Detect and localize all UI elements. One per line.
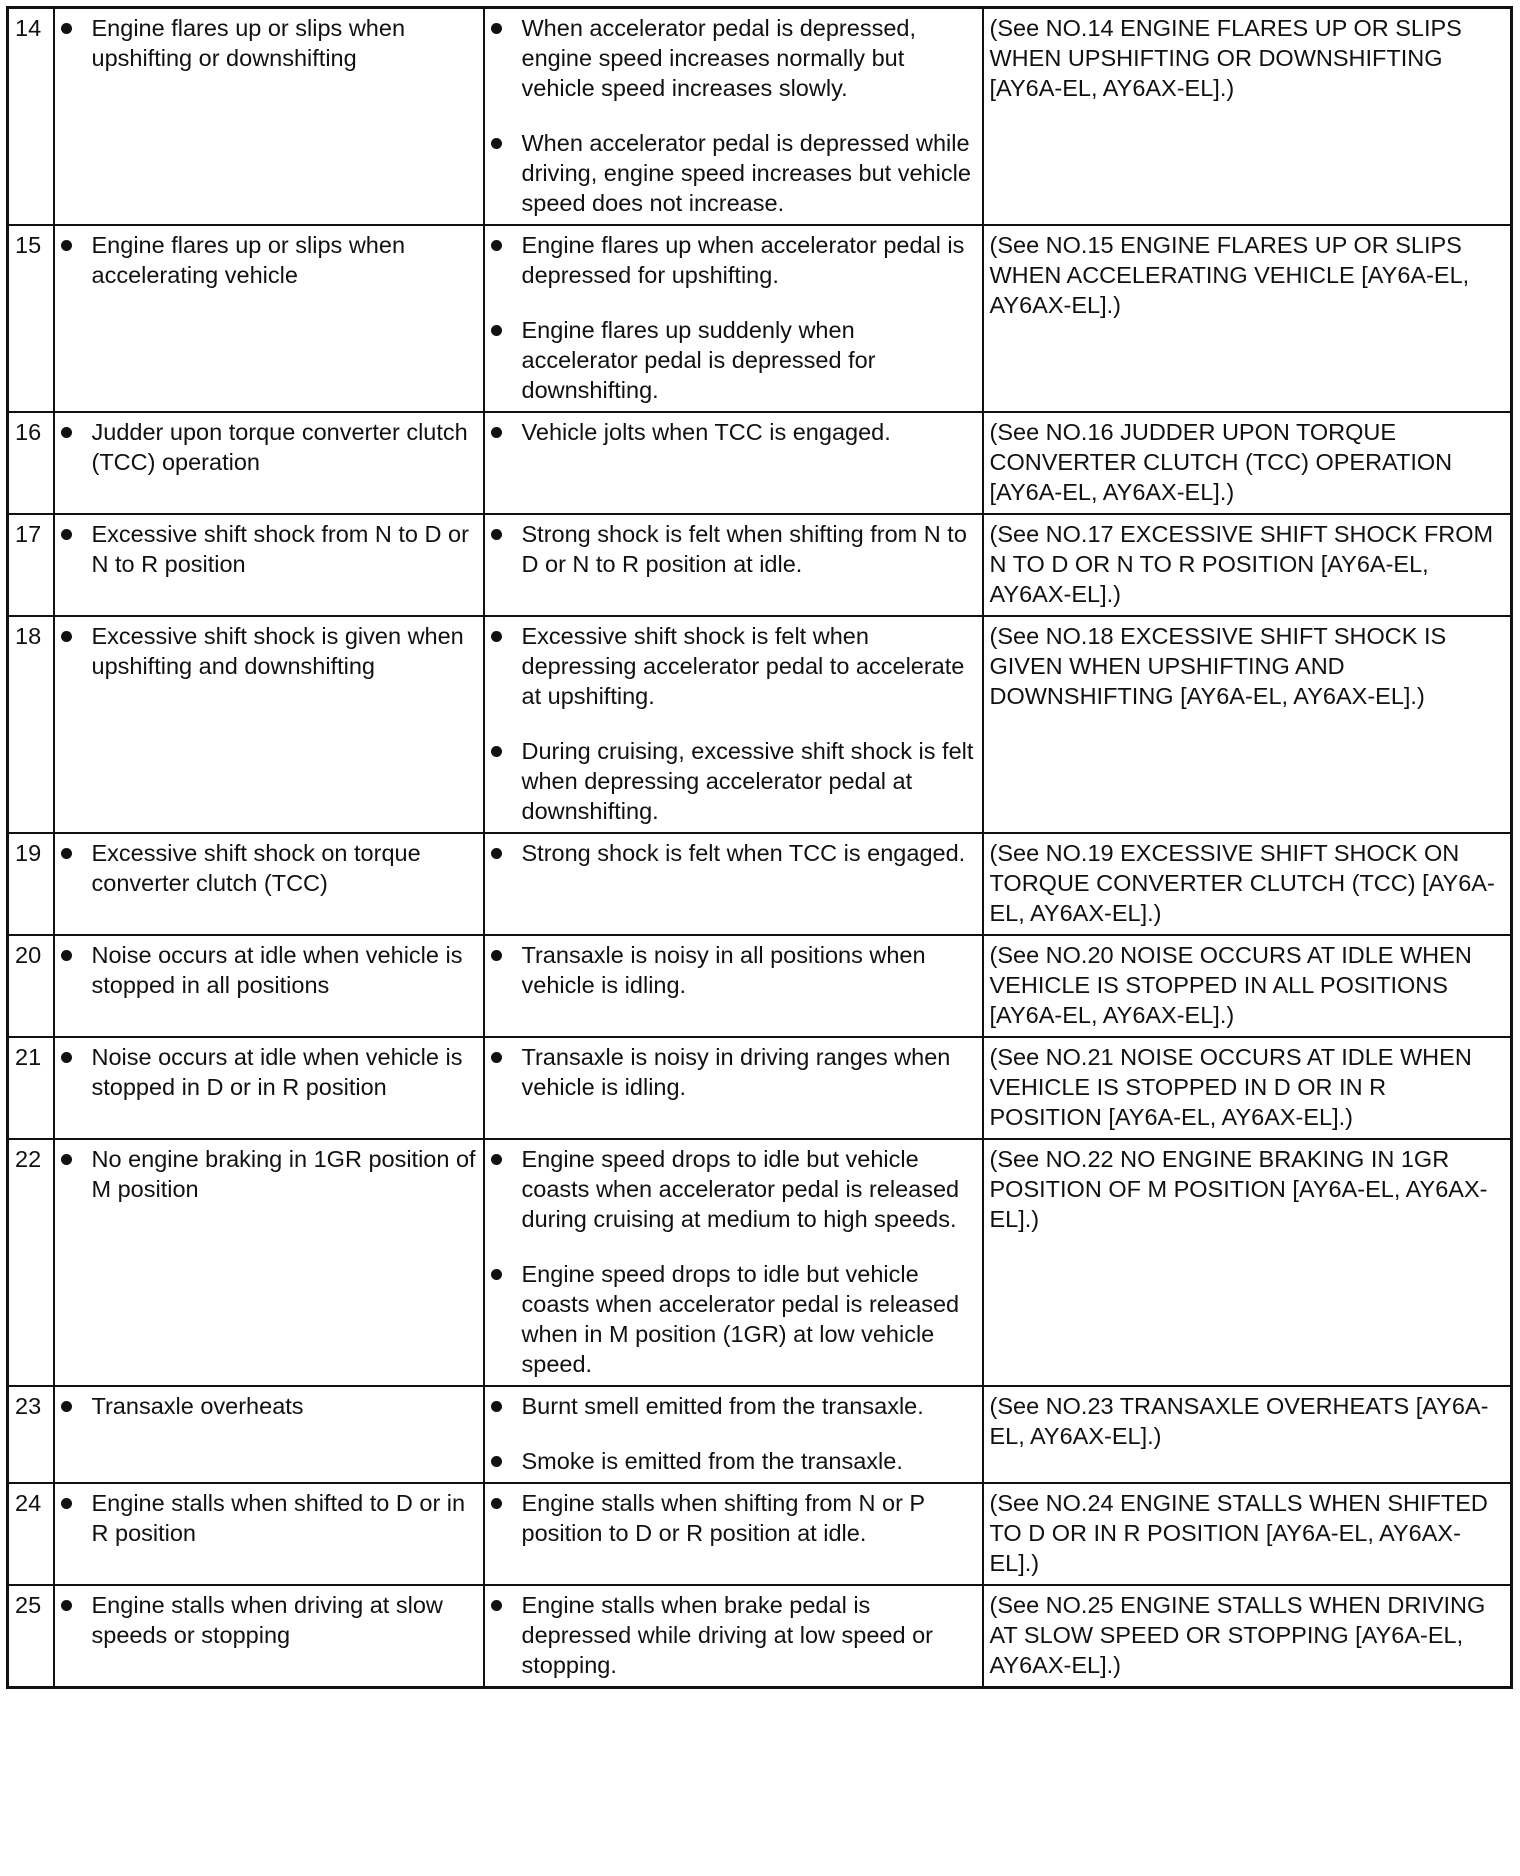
condition-text: When accelerator pedal is depressed, engine speed increases normally but vehicle speed increases slowly.: [521, 15, 916, 101]
condition-bullet: [491, 940, 976, 1000]
symptom-cell: [54, 616, 484, 833]
table-row: [8, 412, 1512, 514]
symptom-cell: [54, 833, 484, 935]
condition-bullet: [491, 1144, 976, 1234]
symptom-bullet: [61, 13, 477, 73]
reference-cell: [983, 412, 1512, 514]
row-number: 17: [15, 521, 42, 547]
condition-bullet: [491, 1446, 976, 1476]
condition-cell: [484, 8, 983, 226]
symptom-bullet: [61, 940, 477, 1000]
condition-text: Transaxle is noisy in driving ranges when vehicle is idling.: [521, 1044, 951, 1100]
symptom-text: Excessive shift shock from N to D or N to R position: [91, 521, 469, 577]
reference-link[interactable]: (See NO.21 NOISE OCCURS AT IDLE WHEN VEHICLE IS STOPPED IN D OR IN R POSITION [AY6A-EL, AY6AX-EL].): [989, 1044, 1472, 1130]
reference-link[interactable]: (See NO.19 EXCESSIVE SHIFT SHOCK ON TORQUE CONVERTER CLUTCH (TCC) [AY6A-EL, AY6AX-EL].): [989, 840, 1495, 926]
condition-bullet: [491, 1391, 976, 1421]
symptom-cell: [54, 514, 484, 616]
condition-bullet: [491, 230, 976, 290]
symptom-bullet: [61, 1488, 477, 1548]
table-row: [8, 514, 1512, 616]
row-number: 19: [15, 840, 42, 866]
reference-cell: [983, 8, 1512, 226]
row-number: 15: [15, 232, 42, 258]
symptom-bullet: [61, 621, 477, 681]
row-number-cell: [8, 1386, 54, 1483]
row-number-cell: [8, 833, 54, 935]
condition-text: Engine stalls when shifting from N or P position to D or R position at idle.: [521, 1490, 925, 1546]
condition-text: Engine speed drops to idle but vehicle coasts when accelerator pedal is released when in M position (1GR) at low vehicle speed.: [521, 1261, 960, 1377]
reference-link[interactable]: (See NO.20 NOISE OCCURS AT IDLE WHEN VEHICLE IS STOPPED IN ALL POSITIONS [AY6A-EL, AY6AX-EL].): [989, 942, 1472, 1028]
symptom-text: Noise occurs at idle when vehicle is stopped in D or in R position: [91, 1044, 463, 1100]
symptom-cell: [54, 1386, 484, 1483]
condition-cell: [484, 1037, 983, 1139]
condition-text: Vehicle jolts when TCC is engaged.: [521, 419, 891, 445]
condition-text: Smoke is emitted from the transaxle.: [521, 1448, 903, 1474]
symptom-bullet: [61, 838, 477, 898]
row-number: 24: [15, 1490, 42, 1516]
symptom-cell: [54, 1139, 484, 1386]
row-number: 16: [15, 419, 42, 445]
table-row: [8, 1483, 1512, 1585]
row-number-cell: [8, 1585, 54, 1688]
table-row: [8, 1585, 1512, 1688]
condition-text: When accelerator pedal is depressed while driving, engine speed increases but vehicle speed does not increase.: [521, 130, 971, 216]
table-row: [8, 1139, 1512, 1386]
symptom-bullet: [61, 519, 477, 579]
condition-text: Engine flares up when accelerator pedal is depressed for upshifting.: [521, 232, 965, 288]
row-number-cell: [8, 225, 54, 412]
condition-text: Engine stalls when brake pedal is depressed while driving at low speed or stopping.: [521, 1592, 933, 1678]
table-row: [8, 935, 1512, 1037]
condition-cell: [484, 412, 983, 514]
table-row: [8, 616, 1512, 833]
symptom-text: Engine flares up or slips when accelerating vehicle: [91, 232, 406, 288]
reference-link[interactable]: (See NO.16 JUDDER UPON TORQUE CONVERTER CLUTCH (TCC) OPERATION [AY6A-EL, AY6AX-EL].): [989, 419, 1453, 505]
condition-bullet: [491, 1042, 976, 1102]
symptom-text: Engine flares up or slips when upshifting or downshifting: [91, 15, 406, 71]
condition-cell: [484, 616, 983, 833]
reference-link[interactable]: (See NO.15 ENGINE FLARES UP OR SLIPS WHEN ACCELERATING VEHICLE [AY6A-EL, AY6AX-EL].): [989, 232, 1470, 318]
condition-text: During cruising, excessive shift shock is felt when depressing accelerator pedal at downshifting.: [521, 738, 974, 824]
table-row: [8, 1037, 1512, 1139]
condition-cell: [484, 1139, 983, 1386]
condition-bullet: [491, 519, 976, 579]
symptom-bullet: [61, 417, 477, 477]
row-number: 14: [15, 15, 42, 41]
symptom-text: Excessive shift shock is given when upshifting and downshifting: [91, 623, 464, 679]
reference-link[interactable]: (See NO.22 NO ENGINE BRAKING IN 1GR POSITION OF M POSITION [AY6A-EL, AY6AX-EL].): [989, 1146, 1488, 1232]
condition-bullet: [491, 1488, 976, 1548]
reference-link[interactable]: (See NO.23 TRANSAXLE OVERHEATS [AY6A-EL, AY6AX-EL].): [989, 1393, 1489, 1449]
condition-text: Transaxle is noisy in all positions when vehicle is idling.: [521, 942, 926, 998]
row-number: 22: [15, 1146, 42, 1172]
table-row: [8, 1386, 1512, 1483]
row-number-cell: [8, 514, 54, 616]
condition-cell: [484, 935, 983, 1037]
reference-cell: [983, 935, 1512, 1037]
reference-link[interactable]: (See NO.24 ENGINE STALLS WHEN SHIFTED TO D OR IN R POSITION [AY6A-EL, AY6AX-EL].): [989, 1490, 1488, 1576]
symptom-bullet: [61, 230, 477, 290]
reference-cell: [983, 1483, 1512, 1585]
row-number-cell: [8, 1483, 54, 1585]
reference-cell: [983, 1386, 1512, 1483]
symptom-text: Judder upon torque converter clutch (TCC) operation: [91, 419, 468, 475]
row-number-cell: [8, 412, 54, 514]
symptom-cell: [54, 935, 484, 1037]
reference-cell: [983, 616, 1512, 833]
reference-cell: [983, 1037, 1512, 1139]
condition-cell: [484, 514, 983, 616]
symptom-bullet: [61, 1590, 477, 1650]
symptom-bullet: [61, 1144, 477, 1204]
row-number-cell: [8, 616, 54, 833]
table-body: [8, 8, 1512, 1688]
symptom-text: Noise occurs at idle when vehicle is stopped in all positions: [91, 942, 463, 998]
reference-cell: [983, 833, 1512, 935]
row-number: 21: [15, 1044, 42, 1070]
symptom-text: Transaxle overheats: [91, 1393, 304, 1419]
row-number-cell: [8, 935, 54, 1037]
symptom-cell: [54, 8, 484, 226]
condition-text: Burnt smell emitted from the transaxle.: [521, 1393, 924, 1419]
condition-bullet: [491, 13, 976, 103]
symptom-cell: [54, 1585, 484, 1688]
symptom-text: No engine braking in 1GR position of M position: [91, 1146, 476, 1202]
symptom-cell: [54, 1037, 484, 1139]
reference-cell: [983, 225, 1512, 412]
symptom-cell: [54, 1483, 484, 1585]
troubleshooting-sheet: [6, 6, 1510, 1689]
condition-cell: [484, 1585, 983, 1688]
reference-link[interactable]: (See NO.17 EXCESSIVE SHIFT SHOCK FROM N TO D OR N TO R POSITION [AY6A-EL, AY6AX-EL].): [989, 521, 1494, 607]
reference-cell: [983, 1139, 1512, 1386]
row-number: 23: [15, 1393, 42, 1419]
condition-bullet: [491, 315, 976, 405]
condition-bullet: [491, 1590, 976, 1680]
symptom-cell: [54, 225, 484, 412]
troubleshooting-table: [6, 6, 1513, 1689]
symptom-cell: [54, 412, 484, 514]
reference-link[interactable]: (See NO.25 ENGINE STALLS WHEN DRIVING AT SLOW SPEED OR STOPPING [AY6A-EL, AY6AX-EL].): [989, 1592, 1486, 1678]
row-number-cell: [8, 1037, 54, 1139]
reference-link[interactable]: (See NO.18 EXCESSIVE SHIFT SHOCK IS GIVEN WHEN UPSHIFTING AND DOWNSHIFTING [AY6A-EL, AY6AX-EL].): [989, 623, 1447, 709]
symptom-text: Engine stalls when driving at slow speeds or stopping: [91, 1592, 443, 1648]
symptom-bullet: [61, 1391, 477, 1421]
row-number: 25: [15, 1592, 42, 1618]
condition-cell: [484, 1386, 983, 1483]
condition-bullet: [491, 838, 976, 868]
condition-bullet: [491, 417, 976, 447]
symptom-text: Excessive shift shock on torque converter clutch (TCC): [91, 840, 421, 896]
condition-bullet: [491, 128, 976, 218]
reference-link[interactable]: (See NO.14 ENGINE FLARES UP OR SLIPS WHEN UPSHIFTING OR DOWNSHIFTING [AY6A-EL, AY6AX-EL].): [989, 15, 1462, 101]
condition-text: Strong shock is felt when TCC is engaged.: [521, 840, 966, 866]
condition-text: Engine speed drops to idle but vehicle coasts when accelerator pedal is released during cruising at medium to high speeds.: [521, 1146, 960, 1232]
table-row: [8, 8, 1512, 226]
condition-cell: [484, 833, 983, 935]
row-number-cell: [8, 8, 54, 226]
condition-text: Excessive shift shock is felt when depressing accelerator pedal to accelerate at upshifting.: [521, 623, 965, 709]
reference-cell: [983, 1585, 1512, 1688]
condition-bullet: [491, 736, 976, 826]
reference-cell: [983, 514, 1512, 616]
symptom-text: Engine stalls when shifted to D or in R position: [91, 1490, 466, 1546]
condition-bullet: [491, 621, 976, 711]
row-number-cell: [8, 1139, 54, 1386]
row-number: 18: [15, 623, 42, 649]
row-number: 20: [15, 942, 42, 968]
condition-cell: [484, 1483, 983, 1585]
condition-text: Strong shock is felt when shifting from N to D or N to R position at idle.: [521, 521, 967, 577]
table-row: [8, 225, 1512, 412]
condition-cell: [484, 225, 983, 412]
condition-text: Engine flares up suddenly when accelerator pedal is depressed for downshifting.: [521, 317, 876, 403]
condition-bullet: [491, 1259, 976, 1379]
symptom-bullet: [61, 1042, 477, 1102]
table-row: [8, 833, 1512, 935]
